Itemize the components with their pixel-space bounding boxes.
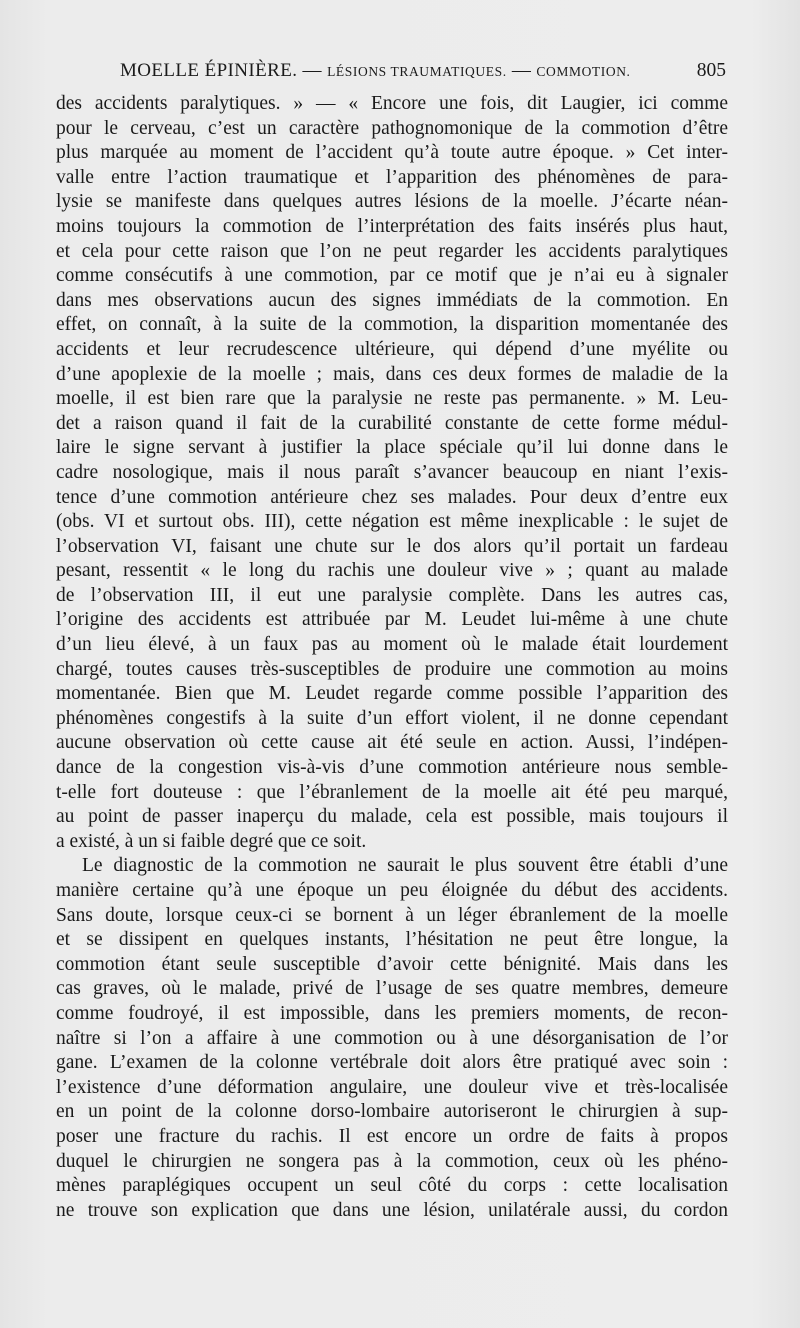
text-line: Le diagnostic de la commotion ne saurait le plus souvent être établi d’une — [82, 855, 728, 877]
text-line: t-elle fort douteuse : que l’ébranlement de la moelle ait été peu marqué, — [56, 781, 728, 803]
text-line: d’une apoplexie de la moelle ; mais, dans ces deux formes de maladie de la — [56, 363, 728, 385]
text-line: cas graves, où le malade, privé de l’usage de ses quatre membres, demeure — [56, 978, 728, 1000]
text-line: dance de la congestion vis-à-vis d’une commotion antérieure nous semble- — [56, 757, 728, 779]
text-line: accidents et leur recrudescence ultérieure, qui dépend d’une myélite ou — [56, 338, 728, 360]
text-line: plus marquée au moment de l’accident qu’à toute autre époque. » Cet inter- — [56, 142, 728, 164]
page-number: 805 — [696, 60, 726, 81]
text-line: d’un lieu élevé, à un faux pas au moment où le malade était lourdement — [56, 634, 728, 656]
text-line: Sans doute, lorsque ceux-ci se bornent à un léger ébranlement de la moelle — [56, 904, 728, 926]
text-line: et se dissipent en quelques instants, l’hésitation ne peut être longue, la — [56, 929, 728, 951]
text-line: chargé, toutes causes très-susceptibles de produire une commotion au moins — [56, 658, 728, 680]
text-line: effet, on connaît, à la suite de la commotion, la disparition momentanée des — [56, 314, 728, 336]
text-line: l’observation VI, faisant une chute sur le dos alors qu’il portait un fardeau — [56, 535, 728, 557]
text-line: commotion étant seule susceptible d’avoir cette bénignité. Mais dans les — [56, 953, 728, 975]
text-line: lysie se manifeste dans quelques autres lésions de la moelle. J’écarte néan- — [56, 191, 728, 213]
text-line: en un point de la colonne dorso-lombaire autoriseront le chirurgien à sup- — [56, 1101, 728, 1123]
running-title-dash: — — [506, 60, 537, 81]
running-title-main: MOELLE ÉPINIÈRE. — [120, 60, 298, 81]
text-line: aucune observation où cette cause ait été seule en action. Aussi, l’indépen- — [56, 732, 728, 754]
text-line: a existé, à un si faible degré que ce soit. — [56, 830, 367, 852]
text-line: moelle, il est bien rare que la paralysie ne reste pas permanente. » M. Leu- — [56, 388, 728, 410]
text-line: tence d’une commotion antérieure chez ses malades. Pour deux d’entre eux — [56, 486, 728, 508]
text-line: valle entre l’action traumatique et l’apparition des phénomènes de para- — [56, 166, 728, 188]
text-line: mènes paraplégiques occupent un seul côté du corps : cette localisation — [56, 1175, 728, 1197]
text-line: l’existence d’une déformation angulaire, une douleur vive et très-localisée — [56, 1076, 728, 1098]
text-line: et cela pour cette raison que l’on ne peut regarder les accidents paralytiques — [56, 240, 728, 262]
text-line: comme foudroyé, il est impossible, dans les premiers moments, de recon- — [56, 1002, 728, 1024]
text-line: ne trouve son explication que dans une lésion, unilatérale aussi, du cordon — [56, 1199, 728, 1221]
body-text — [56, 92, 728, 1223]
text-line: comme consécutifs à une commotion, par ce motif que je n’ai eu à signaler — [56, 265, 728, 287]
text-line: l’origine des accidents est attribuée par M. Leudet lui-même à une chute — [56, 609, 728, 631]
paragraph-diagnosis — [56, 854, 728, 1223]
running-header — [60, 60, 728, 86]
text-line: au point de passer inaperçu du malade, cela est possible, mais toujours il — [56, 806, 728, 828]
running-title-section: LÉSIONS TRAUMATIQUES. — [327, 64, 507, 79]
text-line: gane. L’examen de la colonne vertébrale doit alors être pratiqué avec soin : — [56, 1052, 728, 1074]
running-title-dash: — — [297, 60, 328, 81]
text-line: moins toujours la commotion de l’interprétation des faits insérés plus haut, — [56, 215, 728, 237]
text-line: pour le cerveau, c’est un caractère pathognomonique de la commotion d’être — [56, 117, 728, 139]
text-line: laire le signe servant à justifier la place spéciale qu’il lui donne dans le — [56, 437, 728, 459]
text-line: momentanée. Bien que M. Leudet regarde comme possible l’apparition des — [56, 683, 728, 705]
running-title — [120, 60, 631, 82]
running-title-subsection: COMMOTION. — [536, 64, 631, 79]
text-line: poser une fracture du rachis. Il est encore un ordre de faits à propos — [56, 1125, 728, 1147]
text-line: phénomènes congestifs à la suite d’un effort violent, il ne donne cependant — [56, 707, 728, 729]
text-line: manière certaine qu’à une époque un peu éloignée du début des accidents. — [56, 880, 728, 901]
text-line: naître si l’on a affaire à une commotion ou à une désorganisation de l’or — [56, 1027, 728, 1049]
text-line: des accidents paralytiques. » — « Encore une fois, dit Laugier, ici comme — [56, 93, 728, 114]
text-line: duquel le chirurgien ne songera pas à la commotion, ceux où les phéno- — [56, 1150, 728, 1172]
text-line: cadre nosologique, mais il nous paraît s’avancer beaucoup en niant l’exis- — [56, 461, 728, 483]
text-line: det a raison quand il fait de la curabilité constante de cette forme médul- — [56, 412, 728, 434]
text-line: de l’observation III, il eut une paralysie complète. Dans les autres cas, — [56, 584, 728, 606]
text-line: dans mes observations aucun des signes immédiats de la commotion. En — [56, 289, 728, 311]
paragraph-continued — [56, 92, 728, 854]
text-line: pesant, ressentit « le long du rachis une douleur vive » ; quant au malade — [56, 560, 728, 582]
text-line: (obs. VI et surtout obs. III), cette négation est même inexplicable : le sujet de — [56, 511, 728, 533]
